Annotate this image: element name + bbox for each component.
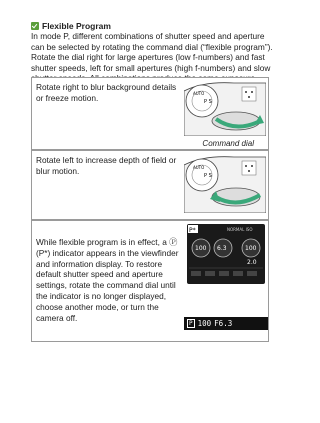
camera-dial-right-illustration [184, 81, 266, 136]
command-dial-caption: Command dial [202, 139, 254, 148]
vf-shutter: 100 [197, 319, 212, 328]
svg-text:P S: P S [204, 99, 212, 105]
svg-text:AUTO: AUTO [193, 165, 205, 170]
flexible-program-indicator: P [189, 320, 193, 327]
row-text: While flexible program is in effect, a Ⓟ (P*) indicator appears in the viewfinder and information display. To restore default shutter speed and aperture settings, rotate the command dial until the indicator is no longer displayed, choose another mode, or turn the camera off. [36, 237, 179, 323]
lcd-mode: P* [189, 227, 196, 234]
row-text: Rotate left to increase depth of field or blur motion. [36, 155, 177, 176]
svg-text:NORMAL ISO: NORMAL ISO [227, 227, 253, 232]
row-indicator [31, 220, 269, 342]
checkmark-icon [31, 22, 39, 30]
vf-aperture: F6.3 [214, 319, 233, 328]
note-title [31, 21, 111, 31]
svg-text:P S: P S [204, 173, 212, 179]
viewfinder-display [184, 317, 268, 330]
lcd-iso: 100 [245, 245, 257, 252]
lcd-ev: 2.0 [247, 259, 257, 266]
information-display-illustration [187, 224, 265, 284]
camera-dial-left-illustration [184, 155, 266, 213]
row-rotate-right [31, 77, 269, 150]
row-text: Rotate right to blur background details or freeze motion. [36, 82, 177, 103]
row-rotate-left [31, 150, 269, 220]
intro-paragraph: In mode P, different combinations of shutter speed and aperture can be selected by rotating the command dial (“flexible program”). Rotate the dial right for large apertures (low f-numbers) and fast shutter speeds, left for small apertures (high f-numbers) and slow [31, 31, 273, 73]
note-title-text: Flexible Program [42, 21, 111, 31]
svg-text:AUTO: AUTO [193, 91, 205, 96]
lcd-shutter: 100 [195, 245, 207, 252]
lcd-aperture: 6.3 [217, 245, 227, 252]
